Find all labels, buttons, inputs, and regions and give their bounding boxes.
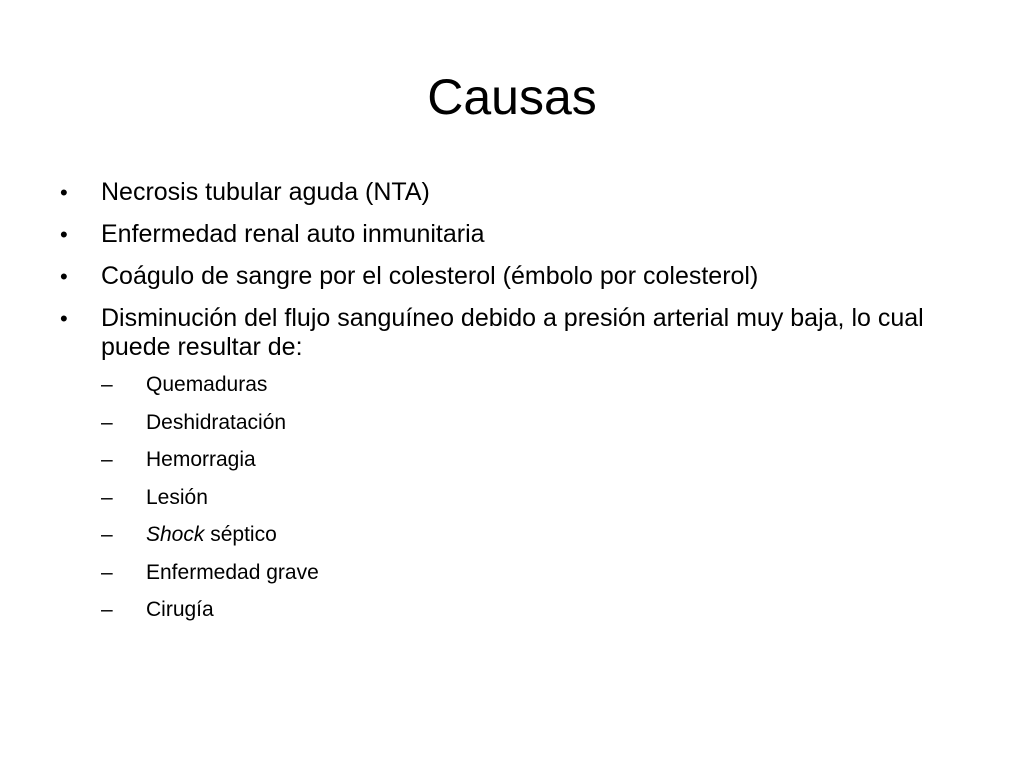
sub-bullet-item [101,484,960,511]
bullet-item [60,178,960,207]
sub-bullet-italic-text: Shock [146,523,205,546]
sub-bullet-list [101,371,960,623]
sub-bullet-marker: – [101,373,113,396]
sub-bullet-item [101,596,960,623]
bullet-marker: • [60,222,68,247]
bullet-item [60,220,960,249]
bullet-item [60,304,960,623]
sub-bullet-item [101,521,960,548]
sub-bullet-item [101,559,960,586]
sub-bullet-marker: – [101,410,113,434]
sub-bullet-text: Lesión [146,485,208,509]
bullet-text: Disminución del flujo sanguíneo debido a presión arterial muy baja, lo cual puede resultar de: [101,304,924,361]
sub-bullet-item [101,409,960,436]
bullet-item [60,262,960,291]
sub-bullet-text: Cirugía [146,598,214,621]
sub-bullet-text: Enfermedad grave [146,560,319,584]
bullet-text: Enfermedad renal auto inmunitaria [101,220,485,248]
sub-bullet-text: Quemaduras [146,373,268,396]
bullet-text: Coágulo de sangre por el colesterol (émbolo por colesterol) [101,262,759,290]
sub-bullet-text: Hemorragia [146,448,256,471]
sub-bullet-item [101,446,960,473]
sub-bullet-marker: – [101,448,113,471]
bullet-marker: • [60,180,68,205]
sub-bullet-marker: – [101,598,113,621]
bullet-list [60,178,960,636]
sub-bullet-item [101,371,960,398]
bullet-marker: • [60,306,68,331]
bullet-text: Necrosis tubular aguda (NTA) [101,178,430,206]
sub-bullet-marker: – [101,560,113,584]
sub-bullet-text: Deshidratación [146,410,287,434]
slide-title: Causas [427,69,597,125]
bullet-marker: • [60,264,68,289]
sub-bullet-marker: – [101,485,113,509]
sub-bullet-marker: – [101,523,113,546]
sub-bullet-text: séptico [204,523,277,546]
